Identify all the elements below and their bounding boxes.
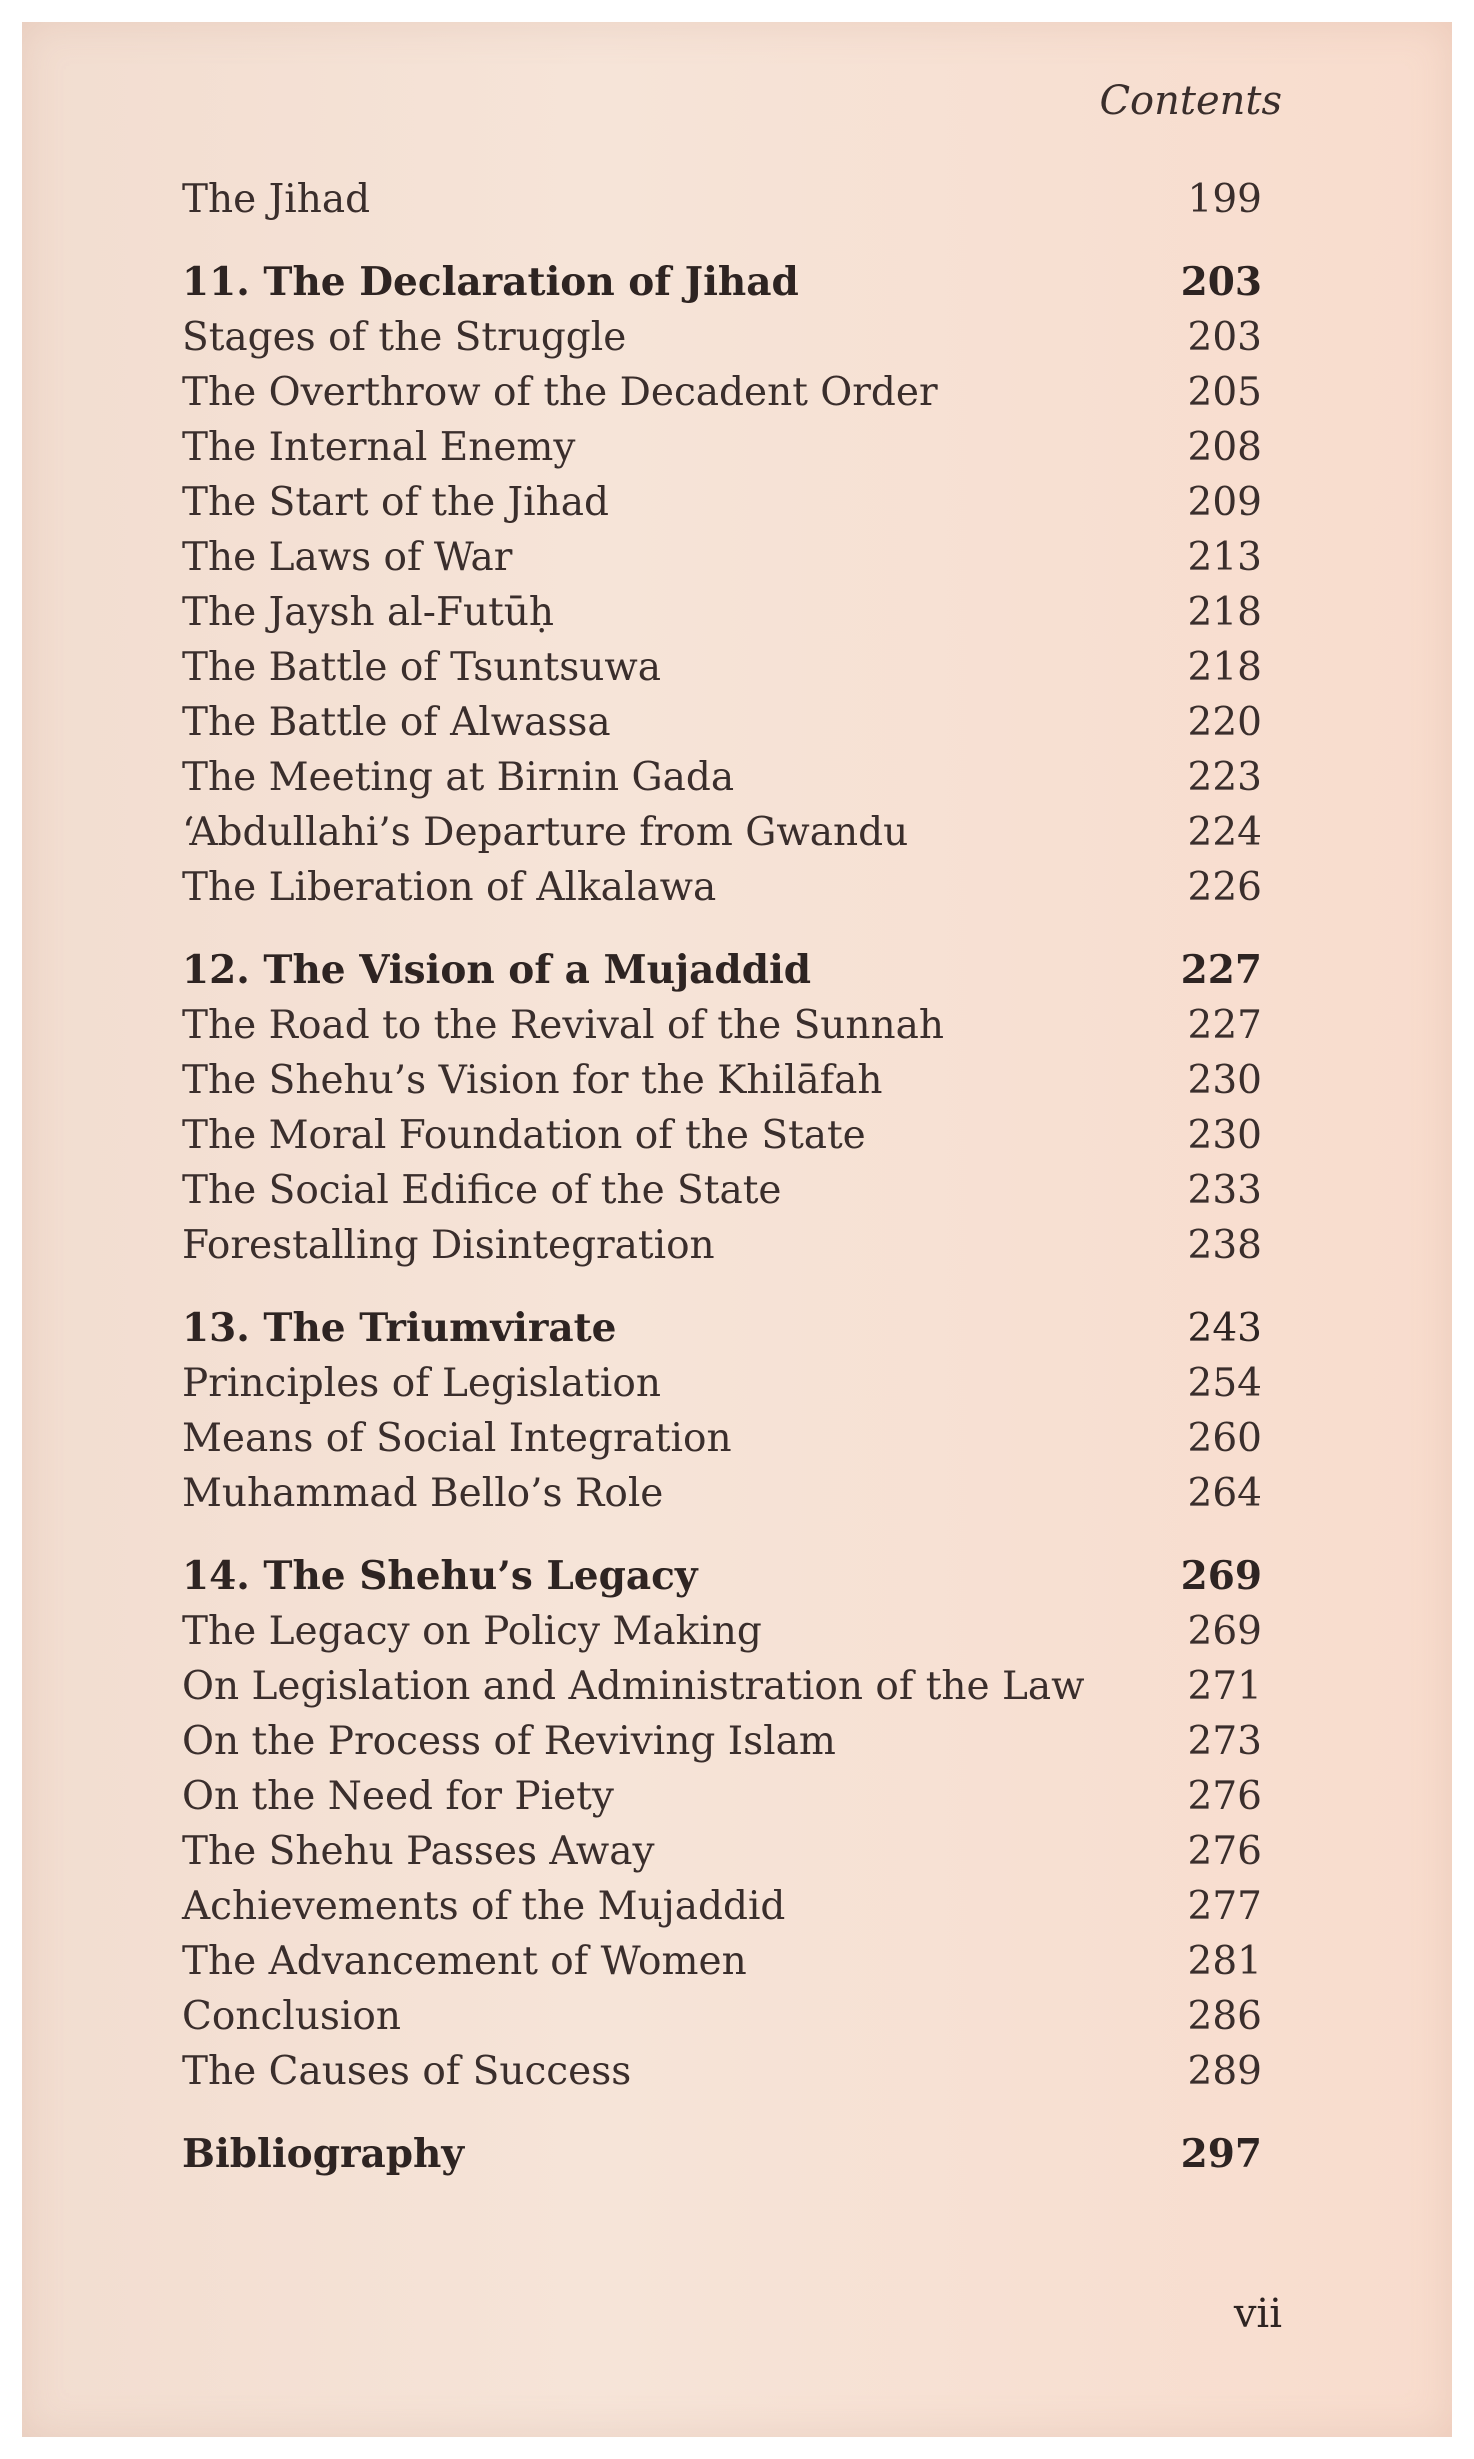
- toc-entry-title: Means of Social Integration: [182, 1416, 732, 1461]
- toc-entry-page: 199: [1187, 177, 1262, 222]
- toc-entry: [182, 2044, 1262, 2099]
- table-of-contents: [182, 172, 1262, 2182]
- toc-entry: [182, 1934, 1262, 1989]
- toc-entry-page: 286: [1187, 1994, 1262, 2039]
- toc-entry: [182, 365, 1262, 420]
- toc-entry: [182, 1879, 1262, 1934]
- toc-entry-title: The Social Edifice of the State: [182, 1168, 782, 1213]
- toc-entry: [182, 1053, 1262, 1108]
- page-number: vii: [1233, 2291, 1282, 2337]
- toc-entry-page: 230: [1187, 1058, 1262, 1103]
- toc-entry-title: Muhammad Bello’s Role: [182, 1471, 664, 1516]
- toc-entry-page: 273: [1187, 1719, 1262, 1764]
- toc-entry: [182, 805, 1262, 860]
- toc-entry-page: 227: [1187, 1003, 1262, 1048]
- toc-entry-title: On the Need for Piety: [182, 1774, 614, 1819]
- toc-entry: [182, 1163, 1262, 1218]
- toc-entry-page: 226: [1187, 865, 1262, 910]
- toc-entry-page: 218: [1187, 590, 1262, 635]
- toc-entry-page: 227: [1180, 947, 1262, 993]
- toc-entry-page: 238: [1187, 1223, 1262, 1268]
- toc-entry-page: 223: [1187, 755, 1262, 800]
- toc-entry-title: The Jihad: [182, 177, 371, 222]
- toc-entry: [182, 750, 1262, 805]
- toc-entry-page: 271: [1187, 1664, 1262, 1709]
- toc-entry-title: The Start of the Jihad: [182, 480, 609, 525]
- toc-entry: [182, 1659, 1262, 1714]
- toc-entry-title: The Jaysh al-Futūḥ: [182, 590, 555, 635]
- toc-entry-page: 218: [1187, 645, 1262, 690]
- toc-entry: [182, 1466, 1262, 1521]
- toc-entry-page: 213: [1187, 535, 1262, 580]
- toc-entry-page: 203: [1187, 315, 1262, 360]
- toc-entry: [182, 695, 1262, 750]
- toc-entry: [182, 1108, 1262, 1163]
- toc-entry-title: Bibliography: [182, 2131, 465, 2177]
- toc-entry-page: 208: [1187, 425, 1262, 470]
- toc-entry: [182, 1989, 1262, 2044]
- toc-entry: [182, 640, 1262, 695]
- running-head: Contents: [1099, 78, 1282, 124]
- toc-entry-title: The Road to the Revival of the Sunnah: [182, 1003, 945, 1048]
- toc-entry-title: The Internal Enemy: [182, 425, 576, 470]
- toc-entry: [182, 1604, 1262, 1659]
- toc-entry-title: 11. The Declaration of Jihad: [182, 259, 799, 305]
- toc-entry-page: 243: [1187, 1306, 1262, 1351]
- toc-entry-page: 209: [1187, 480, 1262, 525]
- toc-entry-page: 233: [1187, 1168, 1262, 1213]
- toc-entry: [182, 255, 1262, 310]
- toc-entry-page: 289: [1187, 2049, 1262, 2094]
- toc-entry: [182, 172, 1262, 227]
- toc-entry-page: 276: [1187, 1774, 1262, 1819]
- toc-entry: [182, 1769, 1262, 1824]
- toc-entry-page: 260: [1187, 1416, 1262, 1461]
- toc-entry: [182, 1549, 1262, 1604]
- toc-entry: [182, 1824, 1262, 1879]
- toc-entry: [182, 2127, 1262, 2182]
- toc-entry-title: The Overthrow of the Decadent Order: [182, 370, 938, 415]
- toc-entry: [182, 1218, 1262, 1273]
- toc-entry-title: Principles of Legislation: [182, 1361, 661, 1406]
- toc-entry: [182, 1301, 1262, 1356]
- toc-entry-title: The Moral Foundation of the State: [182, 1113, 866, 1158]
- toc-entry-page: 220: [1187, 700, 1262, 745]
- toc-entry: [182, 1714, 1262, 1769]
- toc-entry-title: Stages of the Struggle: [182, 315, 627, 360]
- toc-entry-page: 269: [1187, 1609, 1262, 1654]
- toc-entry-title: The Laws of War: [182, 535, 513, 580]
- toc-entry-page: 269: [1180, 1553, 1262, 1599]
- toc-entry: [182, 998, 1262, 1053]
- toc-entry: [182, 420, 1262, 475]
- toc-entry-page: 254: [1187, 1361, 1262, 1406]
- toc-entry-page: 264: [1187, 1471, 1262, 1516]
- toc-entry: [182, 530, 1262, 585]
- toc-entry: [182, 1411, 1262, 1466]
- toc-entry-page: 276: [1187, 1829, 1262, 1874]
- toc-entry-page: 203: [1180, 259, 1262, 305]
- toc-entry-page: 281: [1187, 1939, 1262, 1984]
- toc-entry-title: Achievements of the Mujaddid: [182, 1884, 786, 1929]
- toc-entry: [182, 475, 1262, 530]
- book-page: [22, 22, 1452, 2437]
- toc-entry-title: 14. The Shehu’s Legacy: [182, 1553, 698, 1599]
- toc-entry-title: The Meeting at Birnin Gada: [182, 755, 735, 800]
- toc-entry-title: The Advancement of Women: [182, 1939, 747, 1984]
- toc-entry-title: Forestalling Disintegration: [182, 1223, 715, 1268]
- toc-entry: [182, 860, 1262, 915]
- toc-entry-page: 224: [1187, 810, 1262, 855]
- toc-entry-page: 277: [1187, 1884, 1262, 1929]
- toc-entry-title: The Causes of Success: [182, 2049, 632, 2094]
- toc-entry-title: ‘Abdullahi’s Departure from Gwandu: [182, 810, 909, 855]
- toc-entry: [182, 585, 1262, 640]
- toc-entry-title: The Battle of Tsuntsuwa: [182, 645, 661, 690]
- toc-entry-title: The Shehu’s Vision for the Khilāfah: [182, 1058, 883, 1103]
- toc-entry-title: The Shehu Passes Away: [182, 1829, 655, 1874]
- toc-entry-title: On the Process of Reviving Islam: [182, 1719, 836, 1764]
- toc-entry-page: 297: [1180, 2131, 1262, 2177]
- toc-entry-page: 230: [1187, 1113, 1262, 1158]
- toc-entry-title: 13. The Triumvirate: [182, 1305, 617, 1351]
- toc-entry: [182, 943, 1262, 998]
- toc-entry-title: The Legacy on Policy Making: [182, 1609, 762, 1654]
- toc-entry-title: 12. The Vision of a Mujaddid: [182, 947, 812, 993]
- toc-entry: [182, 1356, 1262, 1411]
- toc-entry-title: On Legislation and Administration of the Law: [182, 1664, 1085, 1709]
- toc-entry-page: 205: [1187, 370, 1262, 415]
- toc-entry-title: The Liberation of Alkalawa: [182, 865, 717, 910]
- toc-entry-title: The Battle of Alwassa: [182, 700, 611, 745]
- toc-entry: [182, 310, 1262, 365]
- toc-entry-title: Conclusion: [182, 1994, 401, 2039]
